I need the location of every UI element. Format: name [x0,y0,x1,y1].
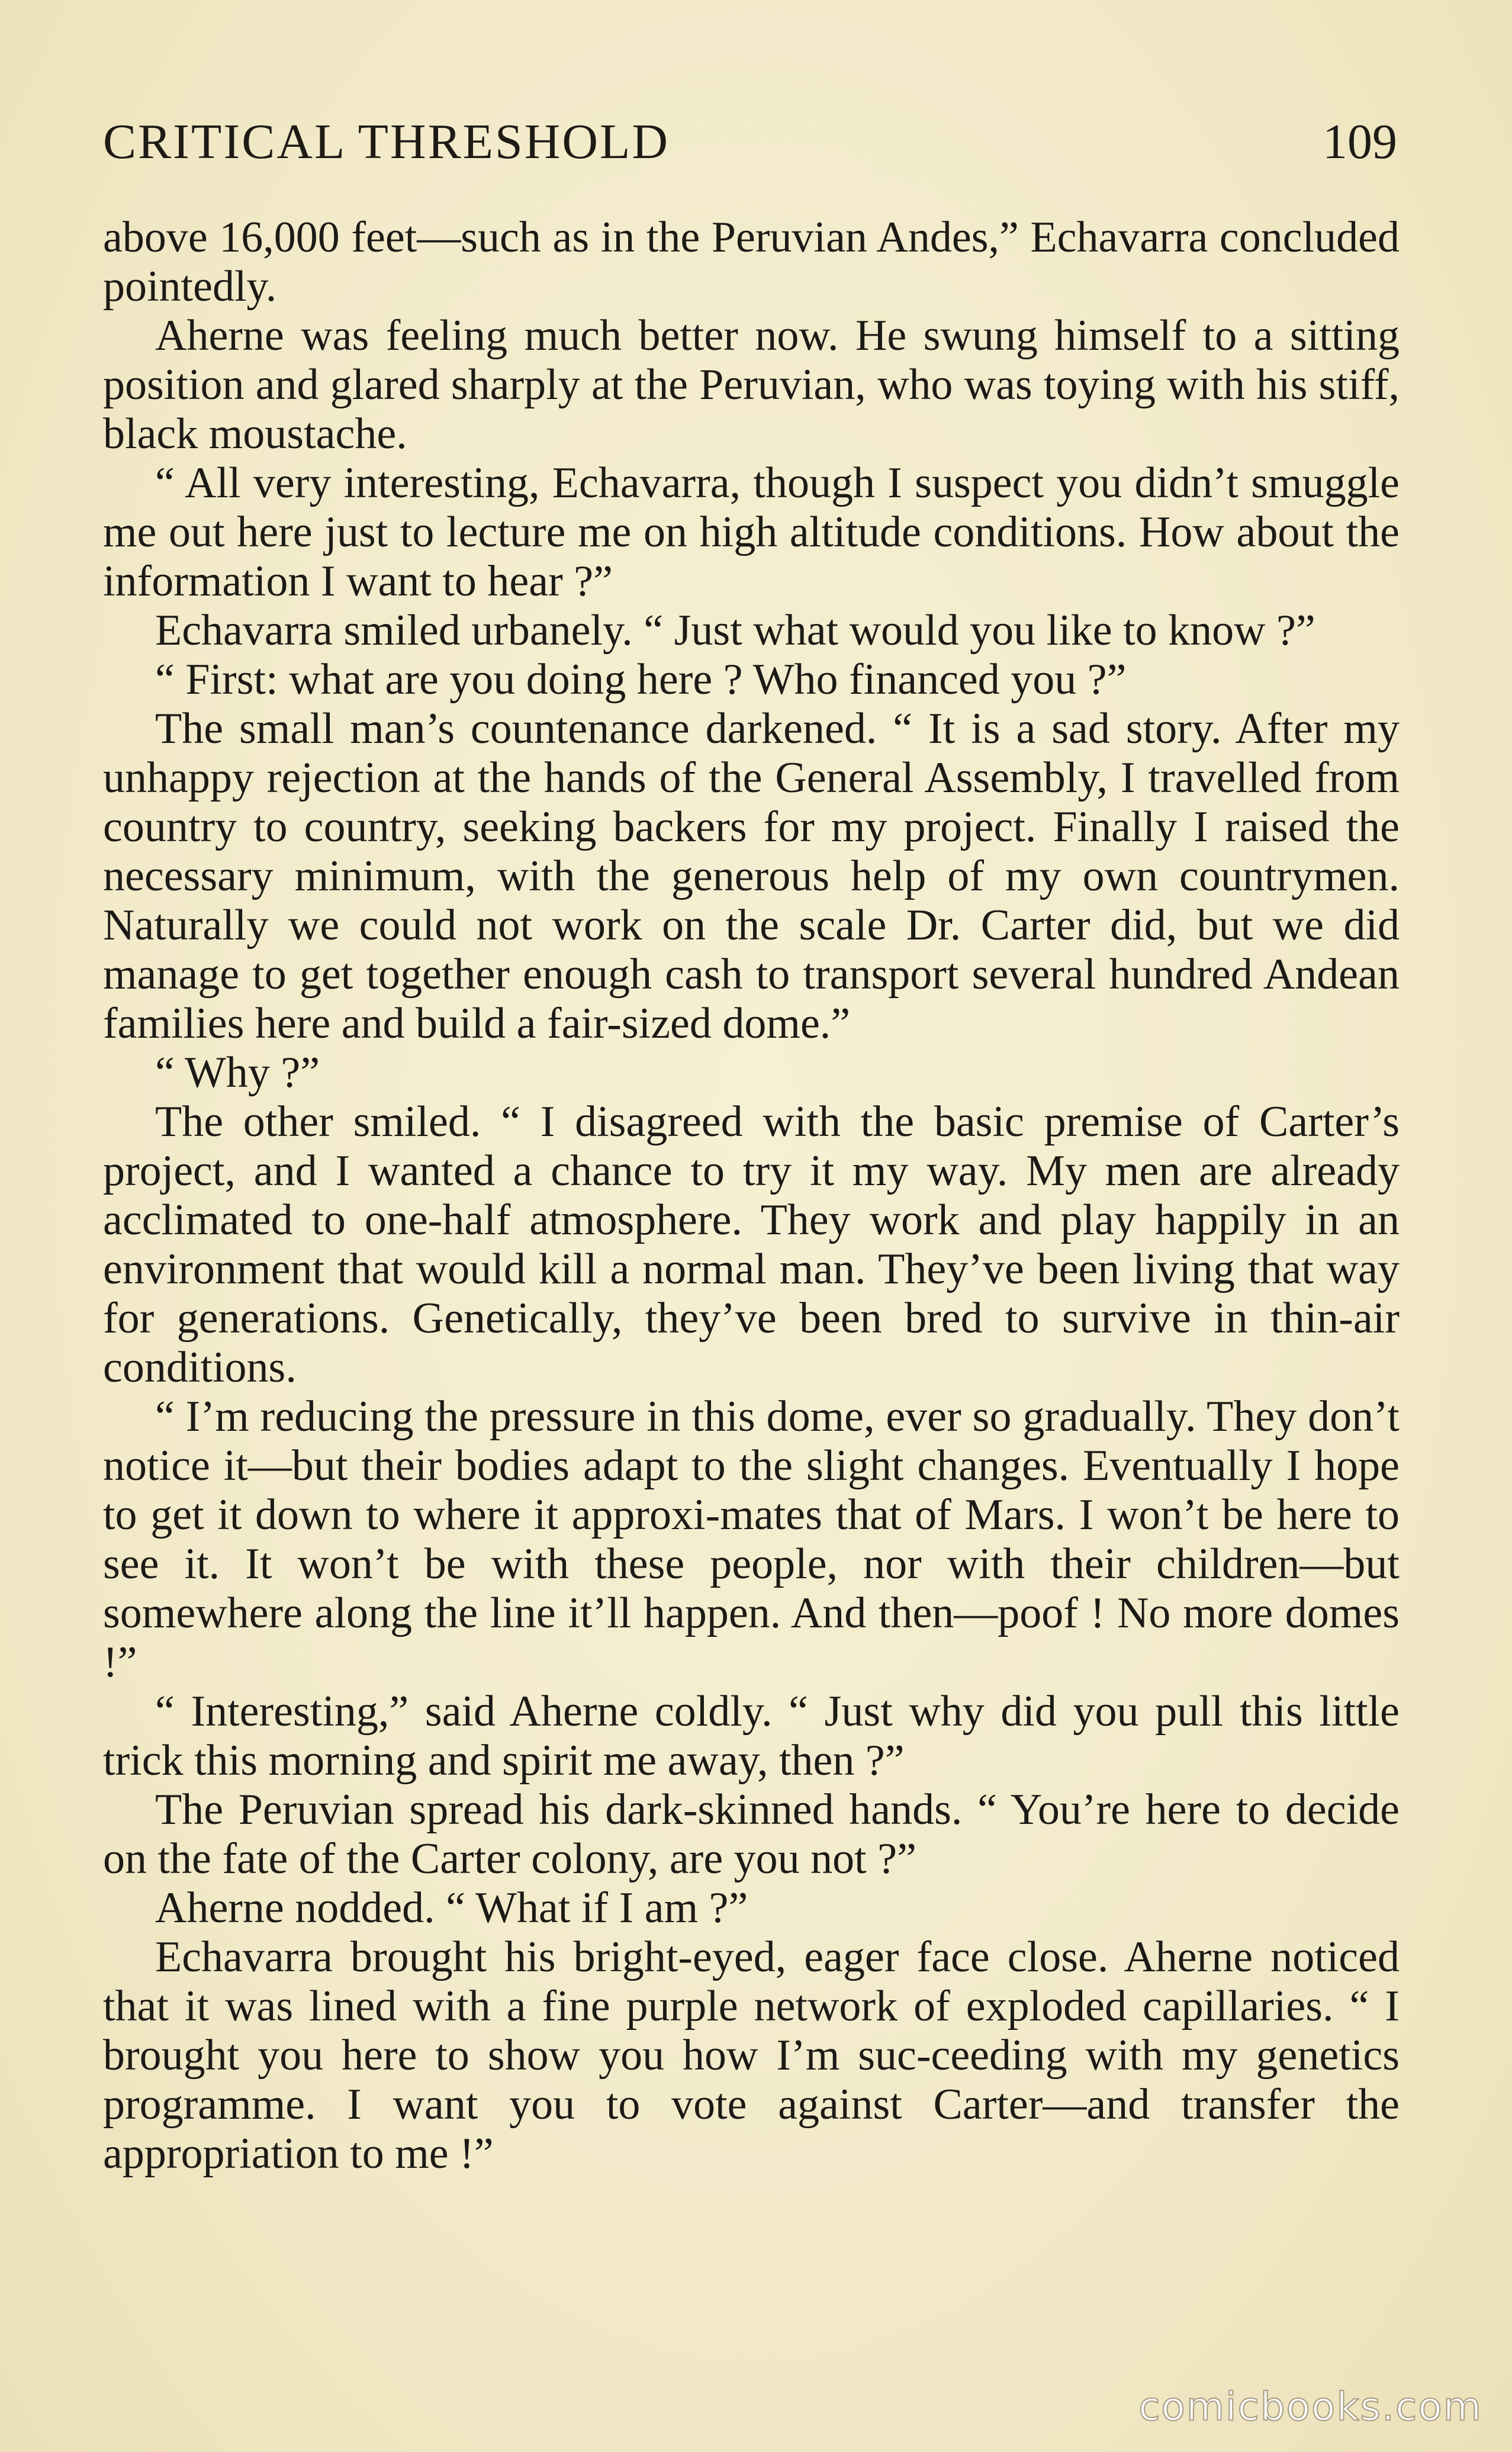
paragraph: Echavarra brought his bright-eyed, eager face close. Aherne noticed that it was lined with a fine purple network of exploded capillaries. “ I brought you here to show you how I’m suc-ceeding with my genetics programme. I want you to vote against Carter—and transfer the appropriation to me !” [103,1933,1400,2178]
body-text [103,213,1400,2179]
paragraph: “ All very interesting, Echavarra, though I suspect you didn’t smuggle me out here just to lecture me on high altitude conditions. How about the information I want to hear ?” [103,459,1400,606]
page-header [103,110,1397,175]
paragraph: The other smiled. “ I disagreed with the basic premise of Carter’s project, and I wanted a chance to try it my way. My men are already acclimated to one-half atmosphere. They work and play happily in an environment that would kill a normal man. They’ve been living that way for generations. Genetically, they’ve been bred to survive in thin-air conditions. [103,1098,1400,1392]
paragraph: above 16,000 feet—such as in the Peruvian Andes,” Echavarra concluded pointedly. [103,213,1400,311]
paragraph: The Peruvian spread his dark-skinned hands. “ You’re here to decide on the fate of the Carter colony, are you not ?” [103,1785,1400,1883]
paragraph: “ Why ?” [155,1048,320,1097]
paragraph: “ Interesting,” said Aherne coldly. “ Just why did you pull this little trick this morning and spirit me away, then ?” [103,1687,1400,1785]
running-head: CRITICAL THRESHOLD [103,114,670,169]
paragraph: “ First: what are you doing here ? Who financed you ?” [155,655,1127,704]
paragraph: “ I’m reducing the pressure in this dome, ever so gradually. They don’t notice it—but their bodies adapt to the slight changes. Eventually I hope to get it down to where it approxi-mates that of Mars. I won’t be here to see it. It won’t be with these people, nor with their children—but somewhere along the line it’ll happen. And then—poof ! No more domes !” [103,1392,1400,1687]
page-number: 109 [1323,114,1397,169]
paragraph: The small man’s countenance darkened. “ It is a sad story. After my unhappy rejection at the hands of the General Assembly, I travelled from country to country, seeking backers for my project. Finally I raised the necessary minimum, with the generous help of my own countrymen. Naturally we could not work on the scale Dr. Carter did, but we did manage to get together enough cash to transport several hundred Andean families here and build a fair-sized dome.” [103,704,1400,1048]
paragraph: Aherne nodded. “ What if I am ?” [155,1884,748,1932]
paragraph: Aherne was feeling much better now. He swung himself to a sitting position and glared sharply at the Peruvian, who was toying with his stiff, black moustache. [103,311,1400,458]
watermark: comicbooks.com [1138,2384,1482,2430]
paragraph: Echavarra smiled urbanely. “ Just what would you like to know ?” [155,606,1315,655]
